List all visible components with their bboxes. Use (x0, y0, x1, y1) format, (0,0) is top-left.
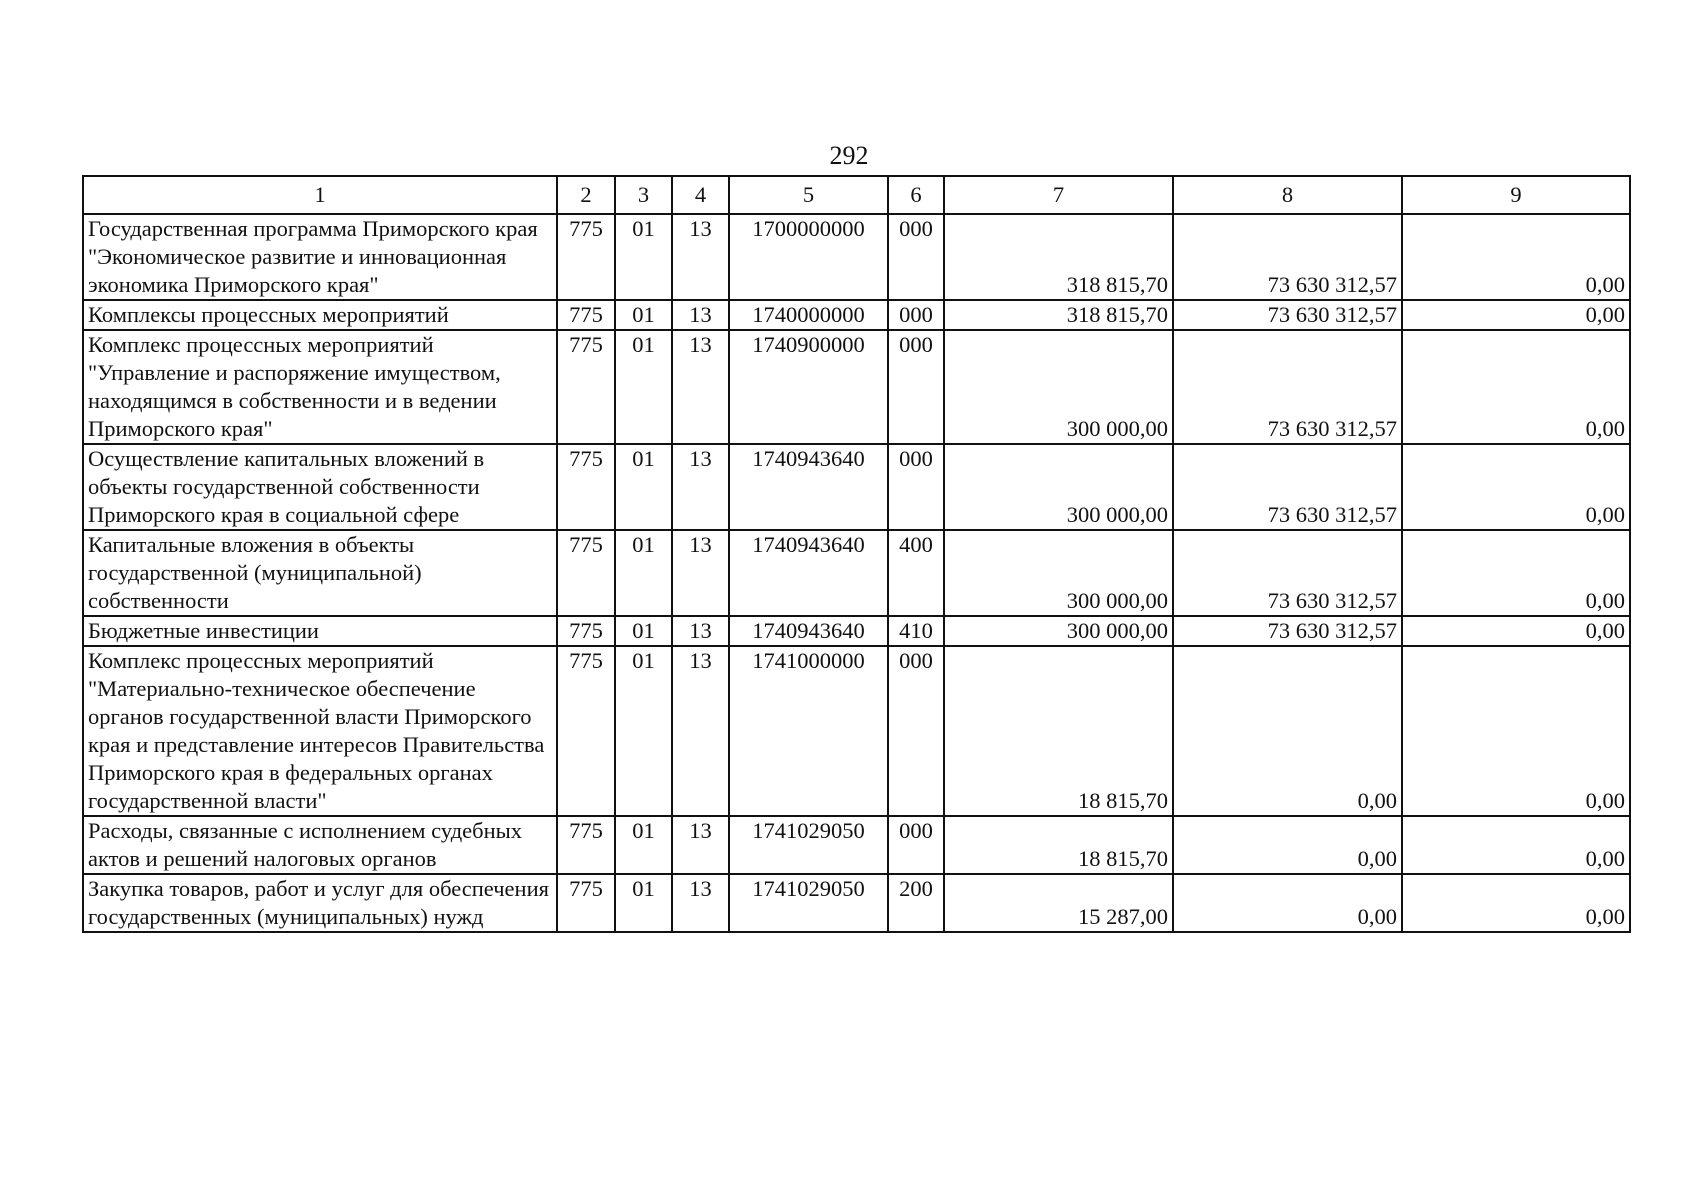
column-header-row (83, 176, 1630, 214)
amount-cell: 73 630 312,57 (1173, 530, 1402, 616)
amount-cell: 0,00 (1173, 646, 1402, 816)
table-row (83, 444, 1630, 530)
code-cell: 01 (615, 214, 672, 300)
table-row (83, 616, 1630, 646)
row-name: Бюджетные инвестиции (83, 616, 557, 646)
code-cell: 1741000000 (729, 646, 888, 816)
code-cell: 1740943640 (729, 444, 888, 530)
code-cell: 01 (615, 646, 672, 816)
code-cell: 775 (557, 616, 615, 646)
amount-cell: 0,00 (1402, 646, 1630, 816)
column-header: 9 (1402, 176, 1630, 214)
column-header: 1 (83, 176, 557, 214)
code-cell: 775 (557, 816, 615, 874)
amount-cell: 73 630 312,57 (1173, 214, 1402, 300)
amount-cell: 0,00 (1402, 616, 1630, 646)
column-header: 5 (729, 176, 888, 214)
code-cell: 1740943640 (729, 616, 888, 646)
amount-cell: 318 815,70 (944, 300, 1173, 330)
amount-cell: 73 630 312,57 (1173, 616, 1402, 646)
column-header: 7 (944, 176, 1173, 214)
code-cell: 000 (888, 214, 944, 300)
amount-cell: 18 815,70 (944, 816, 1173, 874)
column-header: 2 (557, 176, 615, 214)
amount-cell: 0,00 (1402, 530, 1630, 616)
code-cell: 01 (615, 330, 672, 444)
code-cell: 000 (888, 330, 944, 444)
row-name: Расходы, связанные с исполнением судебных актов и решений налоговых органов (83, 816, 557, 874)
code-cell: 13 (672, 616, 729, 646)
code-cell: 13 (672, 874, 729, 932)
code-cell: 1700000000 (729, 214, 888, 300)
code-cell: 775 (557, 330, 615, 444)
code-cell: 775 (557, 300, 615, 330)
amount-cell: 300 000,00 (944, 444, 1173, 530)
row-name: Государственная программа Приморского края "Экономическое развитие и инновационная экономика Приморского края" (83, 214, 557, 300)
code-cell: 01 (615, 300, 672, 330)
amount-cell: 0,00 (1402, 300, 1630, 330)
table-row (83, 874, 1630, 932)
code-cell: 775 (557, 530, 615, 616)
row-name: Комплекс процессных мероприятий "Управление и распоряжение имуществом, находящимся в собственности и в ведении Приморского края" (83, 330, 557, 444)
amount-cell: 0,00 (1402, 816, 1630, 874)
code-cell: 1740000000 (729, 300, 888, 330)
code-cell: 01 (615, 444, 672, 530)
amount-cell: 300 000,00 (944, 330, 1173, 444)
code-cell: 400 (888, 530, 944, 616)
column-header: 6 (888, 176, 944, 214)
amount-cell: 15 287,00 (944, 874, 1173, 932)
code-cell: 200 (888, 874, 944, 932)
code-cell: 1740900000 (729, 330, 888, 444)
table-row (83, 646, 1630, 816)
column-header: 4 (672, 176, 729, 214)
code-cell: 01 (615, 816, 672, 874)
table-row (83, 530, 1630, 616)
code-cell: 13 (672, 530, 729, 616)
amount-cell: 318 815,70 (944, 214, 1173, 300)
table-row (83, 330, 1630, 444)
code-cell: 1741029050 (729, 874, 888, 932)
row-name: Комплексы процессных мероприятий (83, 300, 557, 330)
code-cell: 775 (557, 646, 615, 816)
code-cell: 000 (888, 300, 944, 330)
code-cell: 000 (888, 816, 944, 874)
amount-cell: 0,00 (1173, 874, 1402, 932)
code-cell: 1741029050 (729, 816, 888, 874)
code-cell: 1740943640 (729, 530, 888, 616)
amount-cell: 0,00 (1402, 874, 1630, 932)
code-cell: 13 (672, 330, 729, 444)
code-cell: 13 (672, 444, 729, 530)
code-cell: 775 (557, 214, 615, 300)
page-number: 292 (829, 141, 869, 170)
amount-cell: 73 630 312,57 (1173, 444, 1402, 530)
budget-table (82, 175, 1631, 933)
row-name: Комплекс процессных мероприятий "Материально-техническое обеспечение органов государственной власти Приморского края и представление интересов Правительства Приморского края в федеральных органах государственной власти" (83, 646, 557, 816)
code-cell: 01 (615, 616, 672, 646)
code-cell: 01 (615, 874, 672, 932)
code-cell: 000 (888, 646, 944, 816)
table-row (83, 300, 1630, 330)
amount-cell: 300 000,00 (944, 530, 1173, 616)
code-cell: 410 (888, 616, 944, 646)
amount-cell: 300 000,00 (944, 616, 1173, 646)
amount-cell: 0,00 (1402, 444, 1630, 530)
column-header: 8 (1173, 176, 1402, 214)
code-cell: 01 (615, 530, 672, 616)
row-name: Капитальные вложения в объекты государственной (муниципальной) собственности (83, 530, 557, 616)
amount-cell: 0,00 (1173, 816, 1402, 874)
amount-cell: 0,00 (1402, 330, 1630, 444)
code-cell: 13 (672, 214, 729, 300)
table-row (83, 214, 1630, 300)
code-cell: 775 (557, 444, 615, 530)
table-row (83, 816, 1630, 874)
code-cell: 775 (557, 874, 615, 932)
code-cell: 13 (672, 816, 729, 874)
row-name: Закупка товаров, работ и услуг для обеспечения государственных (муниципальных) нужд (83, 874, 557, 932)
amount-cell: 18 815,70 (944, 646, 1173, 816)
amount-cell: 0,00 (1402, 214, 1630, 300)
code-cell: 13 (672, 300, 729, 330)
column-header: 3 (615, 176, 672, 214)
amount-cell: 73 630 312,57 (1173, 300, 1402, 330)
amount-cell: 73 630 312,57 (1173, 330, 1402, 444)
code-cell: 13 (672, 646, 729, 816)
row-name: Осуществление капитальных вложений в объекты государственной собственности Приморского края в социальной сфере (83, 444, 557, 530)
code-cell: 000 (888, 444, 944, 530)
